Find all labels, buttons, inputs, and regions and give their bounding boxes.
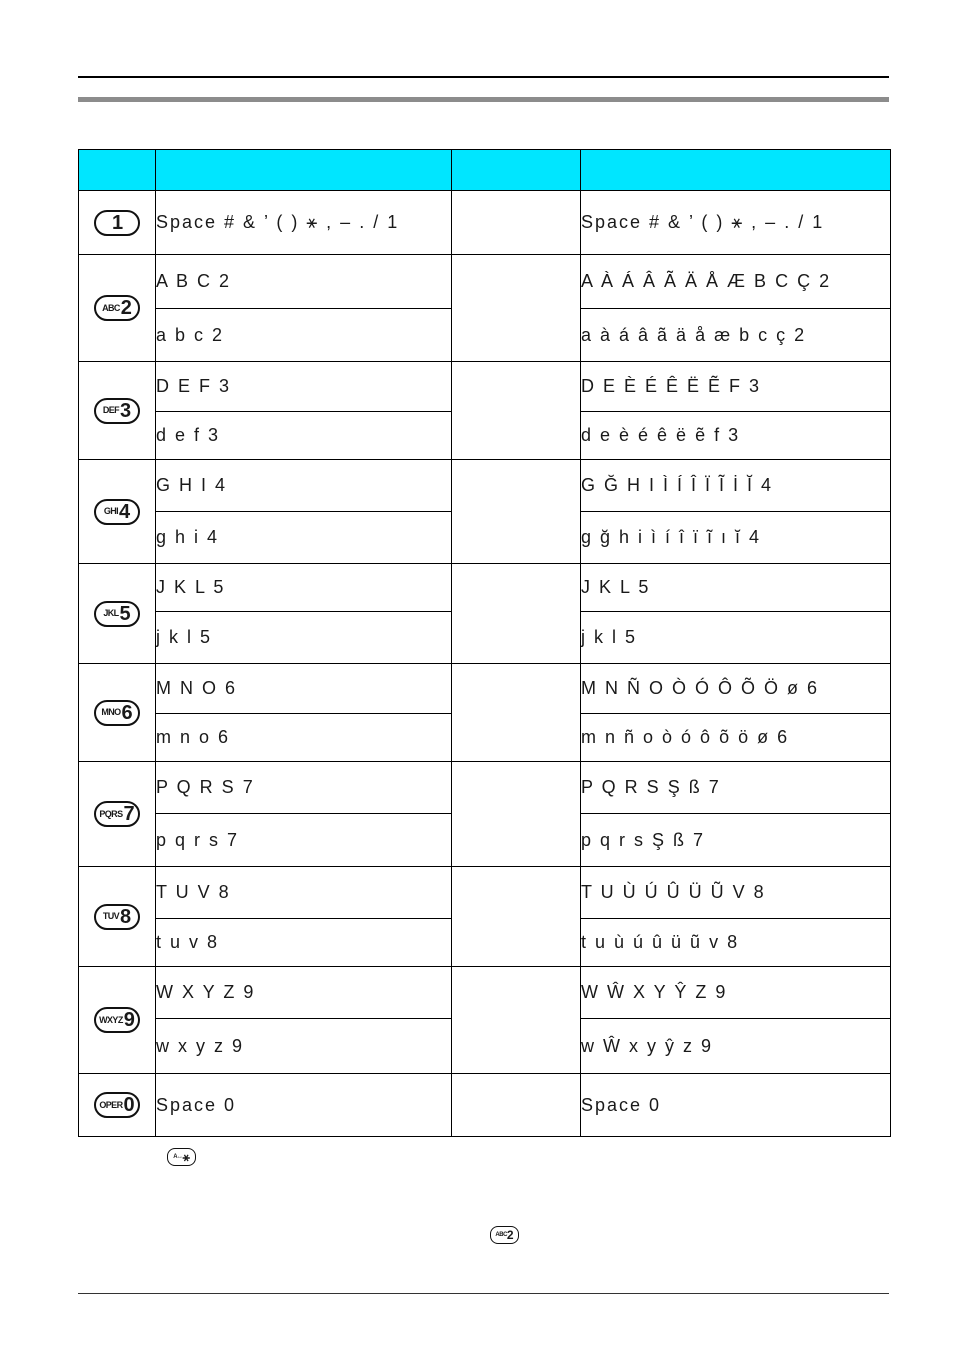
key-cell xyxy=(79,255,156,362)
standard-upper: A B C 2 xyxy=(156,255,452,309)
standard-chars: Space # & ’ ( ) ⚹ , – . / 1 xyxy=(156,191,452,255)
table-row xyxy=(79,664,891,714)
mode-cell xyxy=(452,867,581,967)
key-cell xyxy=(79,1074,156,1137)
table-row xyxy=(79,867,891,919)
character-table xyxy=(78,149,891,1137)
extended-lower: m n ñ o ò ó ô õ ö ø 6 xyxy=(581,714,891,762)
table-row xyxy=(79,1074,891,1137)
extended-upper: D E È É Ê Ë Ẽ F 3 xyxy=(581,362,891,412)
standard-upper: D E F 3 xyxy=(156,362,452,412)
key-9-icon: WXYZ 9 xyxy=(94,1007,140,1033)
extended-upper: J K L 5 xyxy=(581,564,891,612)
extended-upper: G Ğ H I Ì Í Î Ï Ĩ İ Ĭ 4 xyxy=(581,460,891,512)
mode-cell xyxy=(452,362,581,460)
table-row xyxy=(79,191,891,255)
key-cell xyxy=(79,460,156,564)
extended-chars: Space 0 xyxy=(581,1074,891,1137)
key-7-icon: PQRS 7 xyxy=(94,801,140,827)
table-row xyxy=(79,564,891,612)
extended-lower: p q r s Ş ß 7 xyxy=(581,814,891,867)
key-cell xyxy=(79,191,156,255)
mode-cell xyxy=(452,255,581,362)
key-cell xyxy=(79,564,156,664)
standard-upper: T U V 8 xyxy=(156,867,452,919)
standard-lower: g h i 4 xyxy=(156,512,452,564)
key-cell xyxy=(79,967,156,1074)
standard-lower: w x y z 9 xyxy=(156,1019,452,1074)
standard-lower: d e f 3 xyxy=(156,412,452,460)
mode-cell xyxy=(452,967,581,1074)
extended-upper: A À Á Â Ã Ä Å Æ B C Ç 2 xyxy=(581,255,891,309)
standard-lower: a b c 2 xyxy=(156,309,452,362)
standard-lower: j k l 5 xyxy=(156,612,452,664)
standard-upper: P Q R S 7 xyxy=(156,762,452,814)
table-row xyxy=(79,255,891,309)
bottom-rule xyxy=(78,1293,889,1294)
table-row xyxy=(79,967,891,1019)
standard-upper: M N O 6 xyxy=(156,664,452,714)
extended-lower: w Ŵ x y ŷ z 9 xyxy=(581,1019,891,1074)
standard-upper: G H I 4 xyxy=(156,460,452,512)
extended-lower: g ğ h i ì í î ï ĩ ı ĭ 4 xyxy=(581,512,891,564)
extended-upper: P Q R S Ş ß 7 xyxy=(581,762,891,814)
key-cell xyxy=(79,362,156,460)
table-row xyxy=(79,762,891,814)
mode-cell xyxy=(452,762,581,867)
header-extended xyxy=(581,150,891,191)
standard-upper: W X Y Z 9 xyxy=(156,967,452,1019)
table-row xyxy=(79,362,891,412)
top-rule xyxy=(78,76,889,78)
standard-lower: p q r s 7 xyxy=(156,814,452,867)
key-cell xyxy=(79,664,156,762)
extended-upper: W Ŵ X Y Ŷ Z 9 xyxy=(581,967,891,1019)
extended-lower: j k l 5 xyxy=(581,612,891,664)
mode-cell xyxy=(452,191,581,255)
key-6-icon: MNO 6 xyxy=(94,700,140,726)
table-row xyxy=(79,460,891,512)
key-2-inline-icon: ABC 2 xyxy=(490,1226,519,1244)
extended-lower: t u ù ú û ü ũ v 8 xyxy=(581,919,891,967)
extended-lower: a à á â ã ä å æ b c ç 2 xyxy=(581,309,891,362)
extended-lower: d e è é ê ë ẽ f 3 xyxy=(581,412,891,460)
mode-cell xyxy=(452,1074,581,1137)
key-2-icon: ABC 2 xyxy=(94,295,140,321)
table-header-row xyxy=(79,150,891,191)
key-0-icon: OPER 0 xyxy=(94,1092,140,1118)
section-rule xyxy=(78,97,889,102)
key-8-icon: TUV 8 xyxy=(94,904,140,930)
mode-cell xyxy=(452,564,581,664)
mode-cell xyxy=(452,460,581,564)
key-4-icon: GHI 4 xyxy=(94,499,140,525)
standard-upper: J K L 5 xyxy=(156,564,452,612)
key-5-icon: JKL 5 xyxy=(94,601,140,627)
mode-key-icon: A↔ ⚹ xyxy=(167,1148,196,1166)
key-cell xyxy=(79,867,156,967)
extended-upper: T U Ù Ú Û Ü Ũ V 8 xyxy=(581,867,891,919)
header-mode xyxy=(452,150,581,191)
header-key xyxy=(79,150,156,191)
key-3-icon: DEF 3 xyxy=(94,398,140,424)
mode-cell xyxy=(452,664,581,762)
standard-lower: t u v 8 xyxy=(156,919,452,967)
extended-chars: Space # & ’ ( ) ⚹ , – . / 1 xyxy=(581,191,891,255)
standard-lower: m n o 6 xyxy=(156,714,452,762)
key-cell xyxy=(79,762,156,867)
standard-chars: Space 0 xyxy=(156,1074,452,1137)
header-standard xyxy=(156,150,452,191)
extended-upper: M N Ñ O Ò Ó Ô Õ Ö ø 6 xyxy=(581,664,891,714)
key-1-icon: 1 xyxy=(94,210,140,236)
